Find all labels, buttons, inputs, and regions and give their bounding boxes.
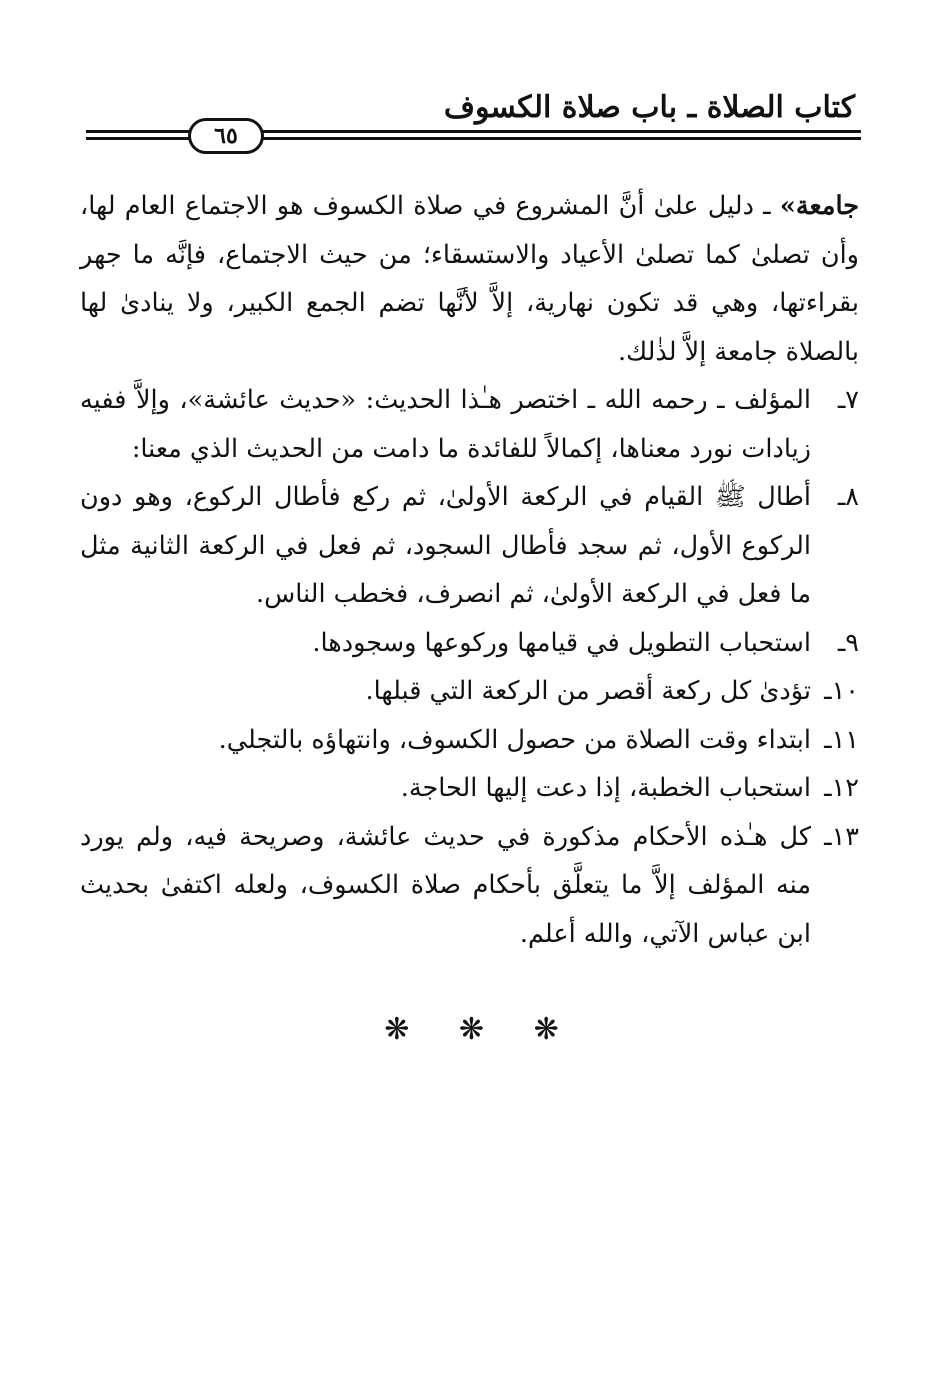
intro-lead-word: جامعة» (779, 191, 859, 221)
list-item-text: ابتداء وقت الصلاة من حصول الكسوف، وانتهاؤه بالتجلي. (218, 724, 811, 755)
list-item-text: أطال ﷺ القيام في الركعة الأولىٰ، ثم ركع فأطال الركوع، وهو دون الركوع الأول، ثم سجد فأطال السجود، ثم فعل في الركعة الثانية مثل ما فعل في الركعة الأولىٰ، ثم انصرف، فخطب الناس. (80, 482, 811, 609)
page-body (80, 182, 859, 958)
separator-star-icon: ❋ (384, 1012, 410, 1047)
list-item-number: ٧ـ (837, 385, 859, 415)
list-item-number: ١٣ـ (824, 821, 859, 852)
list-item-text: المؤلف ـ رحمه الله ـ اختصر هـٰذا الحديث: «حديث عائشة»، وإلاَّ ففيه زيادات نورد معناها، إكمالاً للفائدة ما دامت من الحديث الذي معنا: (80, 385, 811, 464)
list-item (80, 764, 859, 813)
list-item-text: استحباب التطويل في قيامها وركوعها وسجودها. (312, 627, 811, 658)
list-item-number: ٨ـ (837, 482, 859, 512)
section-separator (0, 1012, 943, 1047)
list-item-text: استحباب الخطبة، إذا دعت إليها الحاجة. (400, 773, 811, 803)
intro-paragraph (80, 182, 859, 376)
list-item (80, 716, 859, 765)
list-item (80, 813, 859, 959)
list-item (80, 667, 859, 716)
running-header-title: كتاب الصلاة ـ باب صلاة الكسوف (443, 90, 855, 125)
list-item-text: تؤدىٰ كل ركعة أقصر من الركعة التي قبلها. (365, 676, 811, 706)
list-item-number: ١٢ـ (824, 773, 859, 803)
list-item-number: ١١ـ (824, 724, 859, 755)
list-item-number: ٩ـ (837, 627, 859, 658)
list-item (80, 619, 859, 668)
list-item (80, 376, 859, 473)
list-item (80, 473, 859, 619)
separator-star-icon: ❋ (533, 1012, 559, 1047)
separator-star-icon: ❋ (458, 1012, 485, 1047)
list-item-number: ١٠ـ (824, 676, 859, 706)
intro-text: ـ دليل علىٰ أنَّ المشروع في صلاة الكسوف هو الاجتماع العام لها، وأن تصلىٰ كما تصلىٰ الأعياد والاستسقاء؛ من حيث الاجتماع، فإنَّه ما جهر بقراءتها، وهي قد تكون نهارية، إلاَّ لأنَّها تضم الجمع الكبير، ولا ينادىٰ لها بالصلاة جامعة إلاَّ لذٰلك. (80, 191, 859, 367)
list-item-text: كل هـٰذه الأحكام مذكورة في حديث عائشة، وصريحة فيه، ولم يورد منه المؤلف إلاَّ ما يتعلَّق بأحكام صلاة الكسوف، ولعله اكتفىٰ بحديث ابن عباس الآتي، والله أعلم. (80, 821, 811, 949)
page-number: ٦٥ (188, 118, 264, 154)
